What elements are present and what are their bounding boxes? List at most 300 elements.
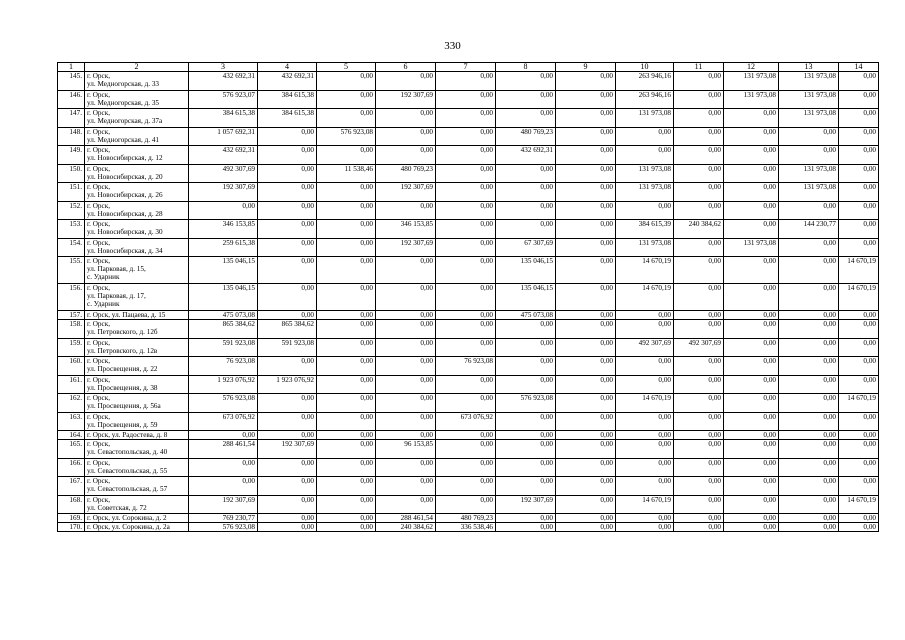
amount-cell: 0,00 xyxy=(317,523,376,532)
row-number: 167. xyxy=(58,477,85,496)
amount-cell: 0,00 xyxy=(839,440,879,459)
amount-cell: 0,00 xyxy=(376,320,436,339)
amount-cell: 0,00 xyxy=(258,412,317,431)
amount-cell: 0,00 xyxy=(779,357,839,376)
address-line: г. Орск, xyxy=(87,338,110,347)
amount-cell: 0,00 xyxy=(779,514,839,523)
address-line: ул. Советская, д. 72 xyxy=(87,503,147,512)
amount-cell: 0,00 xyxy=(839,72,879,91)
amount-cell: 0,00 xyxy=(376,109,436,128)
amount-cell: 0,00 xyxy=(436,477,496,496)
table-row xyxy=(58,412,879,431)
amount-cell: 346 153,85 xyxy=(189,220,258,239)
amount-cell: 0,00 xyxy=(556,514,616,523)
amount-cell: 192 307,69 xyxy=(189,495,258,514)
amount-cell: 0,00 xyxy=(616,514,674,523)
amount-cell: 0,00 xyxy=(258,394,317,413)
row-number: 151. xyxy=(58,183,85,202)
amount-cell: 0,00 xyxy=(436,375,496,394)
amount-cell: 0,00 xyxy=(317,431,376,440)
amount-cell: 0,00 xyxy=(556,238,616,257)
amount-cell: 0,00 xyxy=(436,394,496,413)
address-line: ул. Петровского, д. 12в xyxy=(87,346,158,355)
amount-cell: 131 973,08 xyxy=(616,164,674,183)
amount-cell: 0,00 xyxy=(436,201,496,220)
amount-cell: 0,00 xyxy=(496,440,556,459)
table-row xyxy=(58,311,879,320)
address-line: г. Орск, xyxy=(87,320,110,329)
amount-cell: 0,00 xyxy=(258,311,317,320)
amount-cell: 0,00 xyxy=(436,458,496,477)
amount-cell: 240 384,62 xyxy=(674,220,724,239)
address-line: г. Орск, xyxy=(87,375,110,384)
amount-cell: 14 670,19 xyxy=(839,257,879,284)
amount-cell: 480 769,23 xyxy=(496,127,556,146)
row-number: 149. xyxy=(58,146,85,165)
amount-cell: 769 230,77 xyxy=(189,514,258,523)
page-number: 330 xyxy=(444,40,461,52)
amount-cell: 0,00 xyxy=(496,338,556,357)
amount-cell: 0,00 xyxy=(317,109,376,128)
amount-cell: 131 973,08 xyxy=(616,238,674,257)
row-number: 160. xyxy=(58,357,85,376)
amount-cell: 0,00 xyxy=(724,495,779,514)
column-header: 1 xyxy=(58,63,85,72)
amount-cell: 0,00 xyxy=(436,127,496,146)
amount-cell: 76 923,08 xyxy=(189,357,258,376)
amount-cell: 0,00 xyxy=(556,431,616,440)
address-line: ул. Медногорская, д. 33 xyxy=(87,80,160,89)
amount-cell: 14 670,19 xyxy=(839,495,879,514)
amount-cell: 0,00 xyxy=(317,146,376,165)
address-line: г. Орск, xyxy=(87,220,110,228)
amount-cell: 0,00 xyxy=(779,523,839,532)
amount-cell: 0,00 xyxy=(436,284,496,311)
amount-cell: 0,00 xyxy=(674,183,724,202)
address-line: г. Орск, xyxy=(87,412,110,421)
amount-cell: 0,00 xyxy=(317,311,376,320)
amount-cell: 0,00 xyxy=(258,238,317,257)
address-cell xyxy=(85,238,189,257)
amount-cell: 0,00 xyxy=(724,109,779,128)
amount-cell: 0,00 xyxy=(674,72,724,91)
amount-cell: 0,00 xyxy=(376,72,436,91)
table-row xyxy=(58,201,879,220)
row-number: 146. xyxy=(58,90,85,109)
address-line: г. Орск, ул. Сорокина, д. 2а xyxy=(87,523,170,532)
amount-cell: 0,00 xyxy=(556,394,616,413)
amount-cell: 0,00 xyxy=(674,477,724,496)
amount-cell: 0,00 xyxy=(616,440,674,459)
amount-cell: 0,00 xyxy=(779,440,839,459)
row-number: 169. xyxy=(58,514,85,523)
address-line: г. Орск, xyxy=(87,109,110,117)
address-cell xyxy=(85,514,189,523)
amount-cell: 192 307,69 xyxy=(376,90,436,109)
row-number: 157. xyxy=(58,311,85,320)
amount-cell: 475 073,08 xyxy=(189,311,258,320)
row-number: 162. xyxy=(58,394,85,413)
amount-cell: 131 973,08 xyxy=(779,90,839,109)
amount-cell: 0,00 xyxy=(317,257,376,284)
column-header: 7 xyxy=(436,63,496,72)
address-cell xyxy=(85,357,189,376)
table-row xyxy=(58,220,879,239)
amount-cell: 0,00 xyxy=(724,514,779,523)
amount-cell: 0,00 xyxy=(258,183,317,202)
address-line: ул. Петровского, д. 12б xyxy=(87,328,158,337)
amount-cell: 0,00 xyxy=(839,514,879,523)
table-row xyxy=(58,164,879,183)
address-line: г. Орск, xyxy=(87,440,110,449)
amount-cell: 0,00 xyxy=(496,320,556,339)
amount-cell: 475 073,08 xyxy=(496,311,556,320)
amount-cell: 192 307,69 xyxy=(496,495,556,514)
address-line: ул. Новосибирская, д. 12 xyxy=(87,154,163,163)
amount-cell: 0,00 xyxy=(724,164,779,183)
amount-cell: 0,00 xyxy=(779,127,839,146)
amount-cell: 0,00 xyxy=(376,338,436,357)
amount-cell: 0,00 xyxy=(556,440,616,459)
address-line: ул. Севастопольская, д. 55 xyxy=(87,466,168,475)
amount-cell: 0,00 xyxy=(724,477,779,496)
amount-cell: 432 692,31 xyxy=(496,146,556,165)
amount-cell: 0,00 xyxy=(436,320,496,339)
amount-cell: 0,00 xyxy=(496,412,556,431)
amount-cell: 432 692,31 xyxy=(189,72,258,91)
amount-cell: 0,00 xyxy=(839,431,879,440)
amount-cell: 0,00 xyxy=(724,440,779,459)
amount-cell: 0,00 xyxy=(556,375,616,394)
amount-cell: 0,00 xyxy=(839,412,879,431)
amount-cell: 0,00 xyxy=(258,514,317,523)
amount-cell: 0,00 xyxy=(724,146,779,165)
amount-cell: 0,00 xyxy=(317,394,376,413)
column-number-row xyxy=(58,63,879,72)
amount-cell: 0,00 xyxy=(724,431,779,440)
amount-cell: 0,00 xyxy=(496,109,556,128)
amount-cell: 0,00 xyxy=(839,90,879,109)
amount-cell: 673 076,92 xyxy=(189,412,258,431)
amount-cell: 0,00 xyxy=(616,458,674,477)
table-row xyxy=(58,72,879,91)
amount-cell: 0,00 xyxy=(376,146,436,165)
address-cell xyxy=(85,183,189,202)
address-cell xyxy=(85,477,189,496)
row-number: 165. xyxy=(58,440,85,459)
amount-cell: 0,00 xyxy=(258,523,317,532)
row-number: 154. xyxy=(58,238,85,257)
row-number: 164. xyxy=(58,431,85,440)
amount-cell: 0,00 xyxy=(258,495,317,514)
amount-cell: 0,00 xyxy=(616,477,674,496)
amount-cell: 288 461,54 xyxy=(189,440,258,459)
address-line: ул. Севастопольская, д. 57 xyxy=(87,485,168,494)
amount-cell: 0,00 xyxy=(496,72,556,91)
amount-cell: 0,00 xyxy=(258,201,317,220)
amount-cell: 192 307,69 xyxy=(189,183,258,202)
amount-cell: 0,00 xyxy=(189,477,258,496)
table-row xyxy=(58,375,879,394)
amount-cell: 0,00 xyxy=(436,440,496,459)
amount-cell: 0,00 xyxy=(376,284,436,311)
amount-cell: 131 973,08 xyxy=(779,72,839,91)
amount-cell: 192 307,69 xyxy=(376,183,436,202)
amount-cell: 0,00 xyxy=(258,164,317,183)
amount-cell: 0,00 xyxy=(436,183,496,202)
amount-cell: 131 973,08 xyxy=(616,109,674,128)
address-line: г. Орск, xyxy=(87,357,110,366)
amount-cell: 0,00 xyxy=(376,257,436,284)
table-row xyxy=(58,523,879,532)
amount-cell: 259 615,38 xyxy=(189,238,258,257)
address-line: г. Орск, xyxy=(87,284,110,292)
amount-cell: 131 973,08 xyxy=(779,183,839,202)
column-header: 12 xyxy=(724,63,779,72)
address-line: г. Орск, xyxy=(87,238,110,247)
amount-cell: 0,00 xyxy=(556,357,616,376)
amount-cell: 0,00 xyxy=(674,146,724,165)
address-line: с. Ударник xyxy=(87,300,120,309)
amount-cell: 0,00 xyxy=(496,458,556,477)
amount-cell: 135 046,15 xyxy=(189,257,258,284)
amount-cell: 0,00 xyxy=(436,338,496,357)
amount-cell: 67 307,69 xyxy=(496,238,556,257)
amount-cell: 0,00 xyxy=(779,477,839,496)
address-line: г. Орск, xyxy=(87,257,110,265)
amount-cell: 0,00 xyxy=(674,495,724,514)
address-cell xyxy=(85,458,189,477)
amount-cell: 0,00 xyxy=(258,127,317,146)
amount-cell: 0,00 xyxy=(258,284,317,311)
column-header: 11 xyxy=(674,63,724,72)
table-row xyxy=(58,90,879,109)
amount-cell: 0,00 xyxy=(496,357,556,376)
amount-cell: 0,00 xyxy=(724,284,779,311)
amount-cell: 0,00 xyxy=(839,183,879,202)
amount-cell: 0,00 xyxy=(556,127,616,146)
amount-cell: 0,00 xyxy=(317,220,376,239)
amount-cell: 1 923 076,92 xyxy=(258,375,317,394)
amount-cell: 0,00 xyxy=(674,357,724,376)
amount-cell: 0,00 xyxy=(779,431,839,440)
amount-cell: 0,00 xyxy=(317,72,376,91)
amount-cell: 0,00 xyxy=(839,311,879,320)
amount-cell: 0,00 xyxy=(839,220,879,239)
amount-cell: 0,00 xyxy=(616,146,674,165)
amount-cell: 0,00 xyxy=(317,440,376,459)
amount-cell: 0,00 xyxy=(839,477,879,496)
amount-cell: 0,00 xyxy=(376,127,436,146)
address-line: г. Орск, xyxy=(87,146,110,154)
address-line: г. Орск, xyxy=(87,72,110,80)
table-row xyxy=(58,127,879,146)
amount-cell: 0,00 xyxy=(779,311,839,320)
amount-cell: 0,00 xyxy=(436,109,496,128)
amount-cell: 0,00 xyxy=(189,201,258,220)
column-header: 14 xyxy=(839,63,879,72)
amount-cell: 0,00 xyxy=(779,394,839,413)
amount-cell: 0,00 xyxy=(376,311,436,320)
address-cell xyxy=(85,338,189,357)
amount-cell: 14 670,19 xyxy=(839,394,879,413)
amount-cell: 0,00 xyxy=(839,164,879,183)
amount-cell: 0,00 xyxy=(317,90,376,109)
address-cell xyxy=(85,146,189,165)
table-body xyxy=(58,72,879,532)
amount-cell: 591 923,08 xyxy=(258,338,317,357)
amount-cell: 0,00 xyxy=(839,320,879,339)
amount-cell: 0,00 xyxy=(724,127,779,146)
amount-cell: 0,00 xyxy=(556,164,616,183)
table-row xyxy=(58,357,879,376)
amount-cell: 0,00 xyxy=(724,320,779,339)
address-cell xyxy=(85,320,189,339)
row-number: 152. xyxy=(58,201,85,220)
address-cell xyxy=(85,284,189,311)
amount-cell: 0,00 xyxy=(258,257,317,284)
address-line: ул. Просвещения, д. 56а xyxy=(87,402,161,411)
column-header: 10 xyxy=(616,63,674,72)
row-number: 155. xyxy=(58,257,85,284)
amount-cell: 0,00 xyxy=(556,146,616,165)
amount-cell: 0,00 xyxy=(496,477,556,496)
amount-cell: 0,00 xyxy=(436,90,496,109)
amount-cell: 144 230,77 xyxy=(779,220,839,239)
amount-cell: 0,00 xyxy=(556,495,616,514)
address-line: г. Орск, xyxy=(87,183,110,191)
amount-cell: 0,00 xyxy=(556,201,616,220)
amount-cell: 0,00 xyxy=(724,394,779,413)
amount-cell: 0,00 xyxy=(556,109,616,128)
row-number: 147. xyxy=(58,109,85,128)
address-line: ул. Новосибирская, д. 20 xyxy=(87,172,163,181)
amount-cell: 0,00 xyxy=(724,412,779,431)
address-line: г. Орск, xyxy=(87,394,110,403)
amount-cell: 0,00 xyxy=(436,238,496,257)
amount-cell: 14 670,19 xyxy=(839,284,879,311)
amount-cell: 0,00 xyxy=(317,183,376,202)
table-row xyxy=(58,109,879,128)
amount-cell: 0,00 xyxy=(496,220,556,239)
amount-cell: 131 973,08 xyxy=(779,109,839,128)
amount-cell: 0,00 xyxy=(779,412,839,431)
address-line: г. Орск, xyxy=(87,164,110,173)
amount-cell: 0,00 xyxy=(724,375,779,394)
amount-cell: 0,00 xyxy=(376,375,436,394)
amount-cell: 384 615,39 xyxy=(616,220,674,239)
table-row xyxy=(58,458,879,477)
amount-cell: 0,00 xyxy=(189,458,258,477)
amount-cell: 0,00 xyxy=(779,375,839,394)
amount-cell: 0,00 xyxy=(674,523,724,532)
amount-cell: 0,00 xyxy=(779,320,839,339)
amount-cell: 0,00 xyxy=(556,72,616,91)
address-line: ул. Новосибирская, д. 28 xyxy=(87,209,163,218)
column-header: 5 xyxy=(317,63,376,72)
amount-cell: 0,00 xyxy=(839,146,879,165)
address-line: г. Орск, xyxy=(87,201,110,210)
amount-cell: 0,00 xyxy=(779,338,839,357)
amount-cell: 0,00 xyxy=(674,109,724,128)
amount-cell: 0,00 xyxy=(616,412,674,431)
amount-cell: 131 973,08 xyxy=(724,72,779,91)
amount-cell: 0,00 xyxy=(779,495,839,514)
amount-cell: 0,00 xyxy=(496,201,556,220)
row-number: 168. xyxy=(58,495,85,514)
amount-cell: 576 923,08 xyxy=(496,394,556,413)
address-line: ул. Медногорская, д. 41 xyxy=(87,135,160,144)
amount-cell: 0,00 xyxy=(724,201,779,220)
address-cell xyxy=(85,375,189,394)
amount-cell: 0,00 xyxy=(616,311,674,320)
address-cell xyxy=(85,164,189,183)
row-number: 166. xyxy=(58,458,85,477)
amount-cell: 0,00 xyxy=(496,523,556,532)
row-number: 153. xyxy=(58,220,85,239)
amount-cell: 0,00 xyxy=(496,183,556,202)
amount-cell: 0,00 xyxy=(724,311,779,320)
amount-cell: 0,00 xyxy=(556,523,616,532)
row-number: 156. xyxy=(58,284,85,311)
address-line: г. Орск, xyxy=(87,127,110,136)
amount-cell: 14 670,19 xyxy=(616,284,674,311)
amount-cell: 96 153,85 xyxy=(376,440,436,459)
amount-cell: 1 923 076,92 xyxy=(189,375,258,394)
address-line: ул. Парковая, д. 15, xyxy=(87,265,146,274)
amount-cell: 0,00 xyxy=(556,412,616,431)
amount-cell: 0,00 xyxy=(258,220,317,239)
address-cell xyxy=(85,394,189,413)
amount-cell: 0,00 xyxy=(674,375,724,394)
amount-cell: 0,00 xyxy=(258,458,317,477)
row-number: 145. xyxy=(58,72,85,91)
amount-cell: 0,00 xyxy=(724,523,779,532)
amount-cell: 0,00 xyxy=(496,514,556,523)
amount-cell: 192 307,69 xyxy=(258,440,317,459)
amount-cell: 0,00 xyxy=(496,90,556,109)
table-row xyxy=(58,284,879,311)
amount-cell: 0,00 xyxy=(496,431,556,440)
amount-cell: 0,00 xyxy=(436,431,496,440)
column-header: 6 xyxy=(376,63,436,72)
address-line: г. Орск, xyxy=(87,458,110,467)
amount-cell: 11 538,46 xyxy=(317,164,376,183)
amount-cell: 0,00 xyxy=(616,201,674,220)
amount-cell: 0,00 xyxy=(436,164,496,183)
amount-cell: 14 670,19 xyxy=(616,257,674,284)
amount-cell: 0,00 xyxy=(317,477,376,496)
amount-cell: 0,00 xyxy=(376,201,436,220)
amount-cell: 0,00 xyxy=(376,477,436,496)
amount-cell: 0,00 xyxy=(839,201,879,220)
amount-cell: 673 076,92 xyxy=(436,412,496,431)
address-cell xyxy=(85,257,189,284)
amount-cell: 135 046,15 xyxy=(189,284,258,311)
program-table xyxy=(57,62,879,532)
address-cell xyxy=(85,431,189,440)
amount-cell: 865 384,62 xyxy=(258,320,317,339)
address-cell xyxy=(85,523,189,532)
amount-cell: 336 538,46 xyxy=(436,523,496,532)
amount-cell: 0,00 xyxy=(674,394,724,413)
address-line: ул. Просвещения, д. 59 xyxy=(87,420,158,429)
amount-cell: 0,00 xyxy=(317,357,376,376)
address-line: г. Орск, xyxy=(87,90,110,99)
amount-cell: 0,00 xyxy=(189,431,258,440)
amount-cell: 0,00 xyxy=(724,357,779,376)
address-cell xyxy=(85,495,189,514)
